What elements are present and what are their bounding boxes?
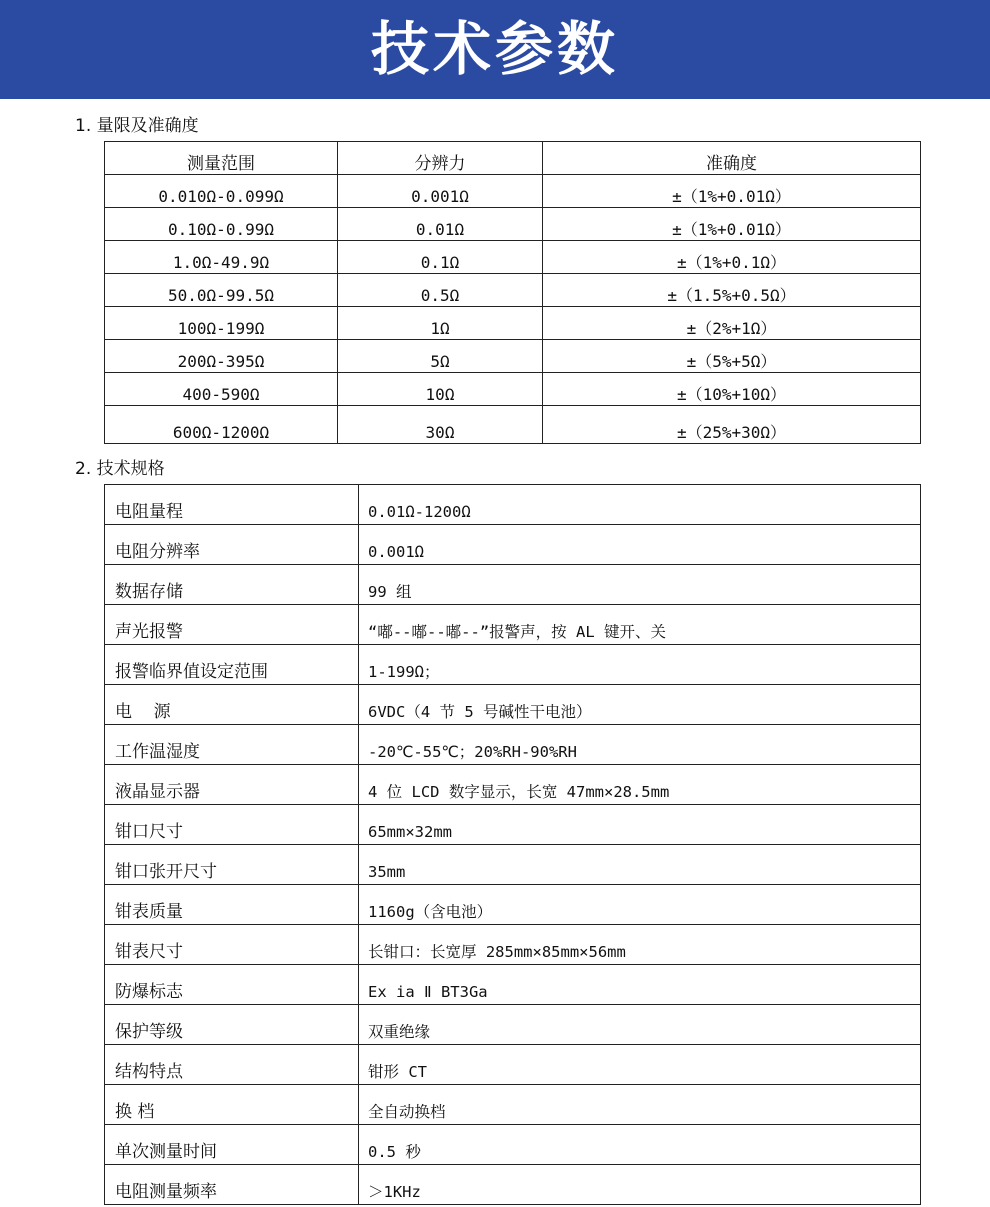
spec-label: 结构特点 <box>105 1045 359 1085</box>
accuracy-table <box>104 141 921 444</box>
spec-label: 钳表尺寸 <box>105 925 359 965</box>
table-row <box>105 241 921 274</box>
spec-value: 65mm×32mm <box>359 805 921 845</box>
table-row <box>105 725 921 765</box>
spec-label: 单次测量时间 <box>105 1125 359 1165</box>
table-row <box>105 1165 921 1205</box>
accuracy-cell: ±（1.5%+0.5Ω） <box>543 274 921 307</box>
table-row <box>105 1125 921 1165</box>
spec-label: 保护等级 <box>105 1005 359 1045</box>
resolution-cell: 5Ω <box>338 340 543 373</box>
spec-value: 35mm <box>359 845 921 885</box>
table-row <box>105 845 921 885</box>
range-cell: 1.0Ω-49.9Ω <box>105 241 338 274</box>
resolution-cell: 10Ω <box>338 373 543 406</box>
spec-label: 钳口张开尺寸 <box>105 845 359 885</box>
accuracy-cell: ±（1%+0.01Ω） <box>543 208 921 241</box>
resolution-cell: 0.5Ω <box>338 274 543 307</box>
table-row <box>105 373 921 406</box>
spec-label: 换 档 <box>105 1085 359 1125</box>
spec-label: 液晶显示器 <box>105 765 359 805</box>
spec-label: 钳表质量 <box>105 885 359 925</box>
spec-value: 99 组 <box>359 565 921 605</box>
range-cell: 0.10Ω-0.99Ω <box>105 208 338 241</box>
spec-table <box>104 484 921 1205</box>
spec-label: 数据存储 <box>105 565 359 605</box>
spec-value: 0.001Ω <box>359 525 921 565</box>
spec-label: 报警临界值设定范围 <box>105 645 359 685</box>
table-row <box>105 965 921 1005</box>
column-header-resolution: 分辨力 <box>338 142 543 175</box>
spec-value: Ex ia Ⅱ BT3Ga <box>359 965 921 1005</box>
range-cell: 600Ω-1200Ω <box>105 406 338 444</box>
table-row <box>105 605 921 645</box>
resolution-cell: 0.01Ω <box>338 208 543 241</box>
section-heading-accuracy: 1. 量限及准确度 <box>75 116 199 136</box>
table-row <box>105 175 921 208</box>
column-header-accuracy: 准确度 <box>543 142 921 175</box>
table-row <box>105 645 921 685</box>
accuracy-cell: ±（25%+30Ω） <box>543 406 921 444</box>
resolution-cell: 1Ω <box>338 307 543 340</box>
spec-value: 钳形 CT <box>359 1045 921 1085</box>
table-row <box>105 925 921 965</box>
table-row <box>105 805 921 845</box>
spec-value: 双重绝缘 <box>359 1005 921 1045</box>
table-row <box>105 525 921 565</box>
table-row <box>105 274 921 307</box>
spec-label: 电阻分辨率 <box>105 525 359 565</box>
spec-label: 声光报警 <box>105 605 359 645</box>
accuracy-cell: ±（1%+0.01Ω） <box>543 175 921 208</box>
table-row <box>105 208 921 241</box>
spec-label: 防爆标志 <box>105 965 359 1005</box>
table-row <box>105 685 921 725</box>
table-row <box>105 765 921 805</box>
spec-value: 全自动换档 <box>359 1085 921 1125</box>
resolution-cell: 0.001Ω <box>338 175 543 208</box>
range-cell: 50.0Ω-99.5Ω <box>105 274 338 307</box>
spec-value: “嘟--嘟--嘟--”报警声，按 AL 键开、关 <box>359 605 921 645</box>
range-cell: 100Ω-199Ω <box>105 307 338 340</box>
spec-value: 1160g（含电池） <box>359 885 921 925</box>
range-cell: 400-590Ω <box>105 373 338 406</box>
accuracy-cell: ±（1%+0.1Ω） <box>543 241 921 274</box>
spec-label: 电阻量程 <box>105 485 359 525</box>
spec-value: 0.5 秒 <box>359 1125 921 1165</box>
table-row <box>105 1045 921 1085</box>
accuracy-cell: ±（5%+5Ω） <box>543 340 921 373</box>
spec-value: 1-199Ω； <box>359 645 921 685</box>
table-row <box>105 485 921 525</box>
accuracy-cell: ±（2%+1Ω） <box>543 307 921 340</box>
table-header-row <box>105 142 921 175</box>
range-cell: 0.010Ω-0.099Ω <box>105 175 338 208</box>
section-heading-specs: 2. 技术规格 <box>75 459 165 479</box>
resolution-cell: 0.1Ω <box>338 241 543 274</box>
spec-value: 长钳口：长宽厚 285mm×85mm×56mm <box>359 925 921 965</box>
spec-value: 6VDC（4 节 5 号碱性干电池） <box>359 685 921 725</box>
table-row <box>105 307 921 340</box>
spec-label: 电阻测量频率 <box>105 1165 359 1205</box>
page-title: 技术参数 <box>370 15 619 83</box>
range-cell: 200Ω-395Ω <box>105 340 338 373</box>
spec-value: 0.01Ω-1200Ω <box>359 485 921 525</box>
table-row <box>105 1005 921 1045</box>
table-row <box>105 1085 921 1125</box>
table-row <box>105 885 921 925</box>
spec-value: 4 位 LCD 数字显示，长宽 47mm×28.5mm <box>359 765 921 805</box>
table-row <box>105 565 921 605</box>
column-header-range: 测量范围 <box>105 142 338 175</box>
table-row <box>105 340 921 373</box>
spec-label: 电 源 <box>105 685 359 725</box>
accuracy-cell: ±（10%+10Ω） <box>543 373 921 406</box>
spec-label: 钳口尺寸 <box>105 805 359 845</box>
spec-value: -20℃-55℃；20%RH-90%RH <box>359 725 921 765</box>
table-row <box>105 406 921 444</box>
spec-value: ＞1KHz <box>359 1165 921 1205</box>
spec-label: 工作温湿度 <box>105 725 359 765</box>
resolution-cell: 30Ω <box>338 406 543 444</box>
